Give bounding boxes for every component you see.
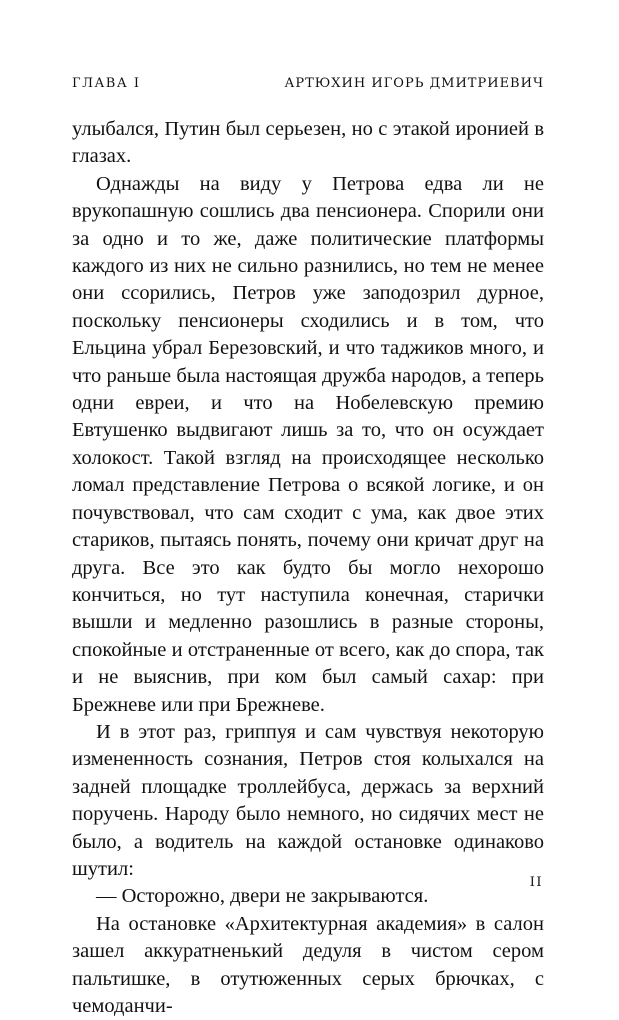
dialogue-line: — Осторожно, двери не закрываются. <box>96 885 429 908</box>
running-header <box>72 76 544 92</box>
paragraph: И в этот раз, гриппуя и сам чувствуя некоторую измененность сознания, Петров стоя колыхался на задней площадке троллейбуса, держась за верхний поручень. Народу было немного, но сидячих мест не было, а водитель на каждой остановке одинаково шутил: <box>72 720 544 880</box>
paragraph: улыбался, Путин был серьезен, но с этакой иронией в глазах. <box>72 118 544 168</box>
paragraph: На остановке «Архитектурная академия» в салон зашел аккуратненький дедуля в чистом сером пальтишке, в отутюженных серых брючках, с чемоданчи- <box>72 912 544 1017</box>
page-number: II <box>529 875 543 890</box>
chapter-label: ГЛАВА I <box>72 76 141 91</box>
author-name: АРТЮХИН ИГОРЬ ДМИТРИЕВИЧ <box>284 76 544 91</box>
body-text <box>72 116 544 1020</box>
paragraph: Однажды на виду у Петрова едва ли не врукопашную сошлись два пенсионера. Спорили они за одно и то же, даже политические платформы каждого из них не сильно разнились, но тем не менее они ссорились, Петров уже заподозрил дурное, поскольку пенсионеры сходились и в том, что Ельцина убрал Березовский, и что таджиков много, и что раньше была настоящая дружба народов, а теперь одни евреи, и что на Нобелевскую премию Евтушенко выдвигают лишь за то, что он осуждает холокост. Такой взгляд на происходящее несколько ломал представление Петрова о всякой логике, и он почувствовал, что сам сходит с ума, как двое этих стариков, пытаясь понять, почему они кричат друг на друга. Все это как будто бы могло нехорошо кончиться, но тут наступила конечная, старички вышли и медленно разошлись в разные стороны, спокойные и отстраненные от всего, как до спора, так и не выяснив, при ком был самый сахар: при Брежневе или при Брежневе. <box>72 172 544 716</box>
